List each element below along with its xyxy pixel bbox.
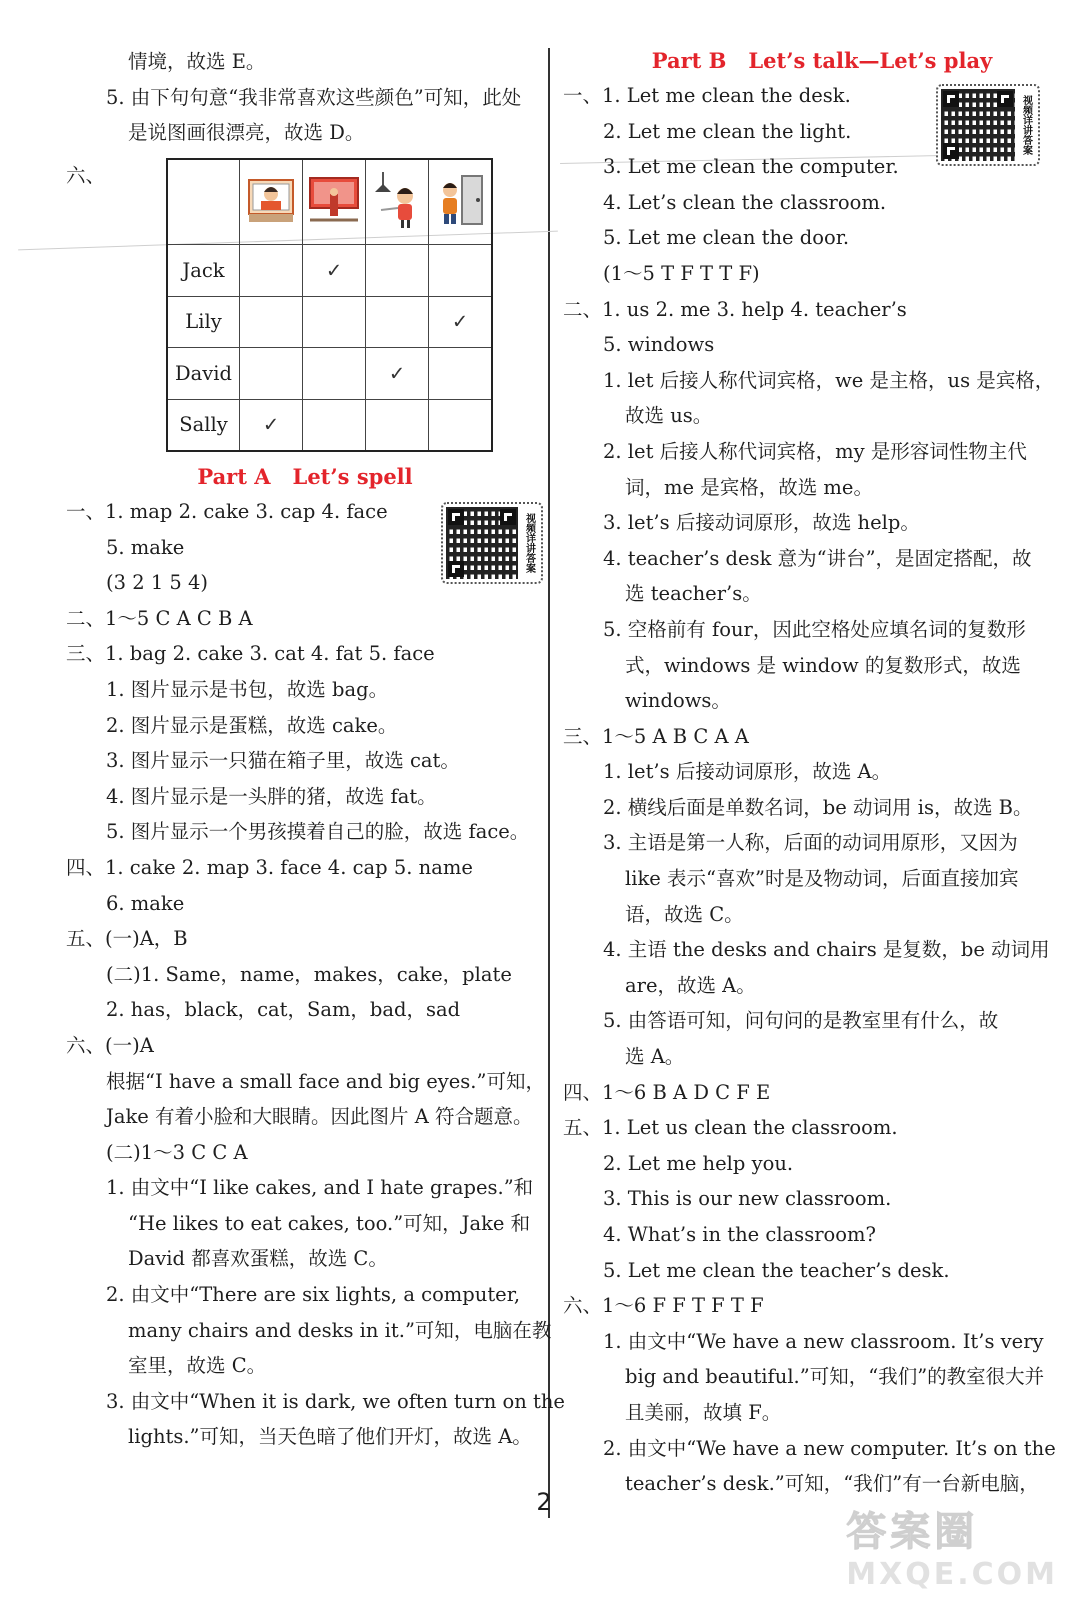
answer-line: 1. 由文中“I like cakes, and I hate grapes.”和: [106, 1176, 534, 1200]
answer-line: 5. windows: [603, 333, 715, 357]
part-b-subtitle: Let’s talk—Let’s play: [748, 48, 993, 73]
grid-picture-2: [303, 159, 366, 245]
answer-line: 2. Let me help you.: [603, 1151, 794, 1175]
answer-line: 四、1～6 B A D C F E: [563, 1080, 771, 1104]
girl-with-lamp-picture: [371, 170, 423, 230]
answer-line: 五、1. Let us clean the classroom.: [563, 1116, 898, 1140]
answer-line: David 都喜欢蛋糕，故选 C。: [128, 1247, 388, 1271]
part-a-subtitle: Let’s spell: [292, 464, 413, 489]
answer-line: (二)1. Same，name，makes，cake，plate: [106, 962, 512, 986]
answer-line: 故选 us。: [625, 404, 713, 428]
grid-row-name: Sally: [167, 399, 240, 451]
answer-line: 2. has，black，cat，Sam，bad，sad: [106, 998, 461, 1022]
grid-check-cell: ✓: [303, 245, 366, 297]
answer-line: 2. 由文中“There are six lights, a computer,: [106, 1283, 521, 1307]
answer-grid: [166, 158, 493, 452]
answer-line: 式，windows 是 window 的复数形式，故选: [625, 653, 1021, 677]
answer-line: 一、1. Let me clean the desk.: [563, 84, 851, 107]
answer-line: 4. 主语 the desks and chairs 是复数，be 动词用: [603, 938, 1050, 962]
answer-line: 3. 主语是第一人称，后面的动词用原形，又因为: [603, 831, 1018, 855]
answer-line: 六、(一)A: [66, 1033, 154, 1057]
answer-line: 3. This is our new classroom.: [603, 1187, 892, 1211]
answer-line: 五、(一)A，B: [66, 927, 188, 951]
answer-line: big and beautiful.”可知，“我们”的教室很大并: [625, 1365, 1045, 1389]
answer-line: “He likes to eat cakes, too.”可知，Jake 和: [128, 1211, 531, 1235]
grid-row-name: Lily: [167, 296, 240, 348]
answer-line: 选 teacher’s。: [625, 582, 762, 606]
grid-check-cell: ✓: [240, 399, 303, 451]
answer-line: 2. 由文中“We have a new computer. It’s on the: [603, 1436, 1056, 1460]
grid-check-cell: [303, 296, 366, 348]
grid-check-cell: [366, 399, 429, 451]
answer-line: 5. 由答语可知，问句问的是教室里有什么，故: [603, 1009, 999, 1033]
answer-line: 2. 横线后面是单数名词，be 动词用 is，故选 B。: [603, 795, 1033, 819]
answer-line: 语，故选 C。: [625, 902, 744, 926]
grid-picture-1: [240, 159, 303, 245]
grid-corner: [167, 159, 240, 245]
answer-line: many chairs and desks in it.”可知，电脑在教: [128, 1318, 552, 1342]
grid-check-cell: [240, 348, 303, 400]
answer-line: 5. 空格前有 four，因此空格处应填名词的复数形: [603, 617, 1026, 641]
section-label-six: 六、: [66, 164, 106, 187]
answer-line: 4. 图片显示是一头胖的猪，故选 fat。: [106, 784, 437, 808]
answer-line: are，故选 A。: [625, 973, 756, 997]
qr-code-icon: [941, 89, 1015, 161]
page-number: 2: [536, 1488, 552, 1516]
qr-tag-label: 视频详讲答案: [523, 513, 535, 573]
answer-line: 四、1. cake 2. map 3. face 4. cap 5. name: [66, 855, 473, 879]
answer-line: 5. Let me clean the teacher’s desk.: [603, 1258, 950, 1282]
part-a-section: [66, 460, 565, 1455]
part-b-title: [563, 44, 1051, 78]
watermark-logo: [846, 1500, 1058, 1592]
grid-check-cell: [366, 296, 429, 348]
part-a-label: Part A: [197, 464, 271, 489]
grid-check-cell: [303, 348, 366, 400]
qr-code-icon: [446, 507, 518, 579]
answer-line: 词，me 是宾格，故选 me。: [625, 475, 873, 499]
qr-code-video-right[interactable]: [936, 84, 1040, 166]
answer-line: (1～5 T F T T F): [603, 261, 760, 285]
qr-tag-label: 视频详讲答案: [1020, 95, 1032, 155]
answer-line: 2. 图片显示是蛋糕，故选 cake。: [106, 713, 398, 737]
answer-line: 1. let’s 后接动词原形，故选 A。: [603, 760, 892, 784]
answer-line: 二、1. us 2. me 3. help 4. teacher’s: [563, 297, 907, 321]
answer-line: 4. Let’s clean the classroom.: [603, 190, 887, 214]
answer-line: 二、1～5 C A C B A: [66, 606, 253, 630]
answer-line: 3. 图片显示一只猫在箱子里，故选 cat。: [106, 749, 460, 773]
boy-at-window-picture: [245, 170, 297, 230]
text-line: 情境，故选 E。: [128, 50, 266, 73]
text-line: 是说图画很漂亮，故选 D。: [128, 121, 365, 145]
answer-line: 3. let’s 后接动词原形，故选 help。: [603, 511, 920, 535]
answer-line: 2. let 后接人称代词宾格，my 是形容词性物主代: [603, 439, 1027, 463]
left-column: [66, 44, 544, 151]
boy-at-door-picture: [434, 170, 486, 230]
grid-check-cell: [429, 348, 493, 400]
watermark-line-2: MXQE.COM: [846, 1557, 1058, 1592]
answer-line: 根据“I have a small face and big eyes.”可知，: [106, 1069, 545, 1093]
answer-line: 5. 图片显示一个男孩摸着自己的脸，故选 face。: [106, 820, 530, 844]
answer-line: teacher’s desk.”可知，“我们”有一台新电脑，: [625, 1472, 1039, 1496]
grid-check-cell: [429, 245, 493, 297]
grid-row: [167, 348, 492, 400]
answer-line: 3. 由文中“When it is dark, we often turn on the: [106, 1389, 565, 1413]
answer-line: 2. Let me clean the light.: [603, 119, 852, 143]
answer-line: 5. Let me clean the door.: [603, 226, 850, 250]
grid-row: [167, 399, 492, 451]
watermark-line-1: 答案圈: [846, 1509, 979, 1555]
grid-check-cell: [303, 399, 366, 451]
answer-line: 室里，故选 C。: [128, 1354, 267, 1378]
grid-row-name: David: [167, 348, 240, 400]
answer-line: (二)1～3 C C A: [106, 1140, 248, 1164]
qr-code-video-left[interactable]: [441, 502, 543, 584]
answer-line: 4. teacher’s desk 意为“讲台”，是固定搭配，故: [603, 546, 1032, 570]
column-divider: [548, 48, 550, 1518]
answer-line: 一、1. map 2. cake 3. cap 4. face: [66, 500, 388, 523]
answer-line: lights.”可知，当天色暗了他们开灯，故选 A。: [128, 1425, 532, 1449]
grid-check-cell: [240, 245, 303, 297]
grid-check-cell: ✓: [429, 296, 493, 348]
grid-check-cell: [429, 399, 493, 451]
answer-line: 三、1～5 A B C A A: [563, 724, 749, 748]
grid-check-cell: ✓: [366, 348, 429, 400]
part-b-answers: [563, 78, 1056, 1502]
answer-line: 4. What’s in the classroom?: [603, 1223, 876, 1246]
answer-line: 1. 图片显示是书包，故选 bag。: [106, 677, 389, 701]
part-b-label: Part B: [651, 48, 727, 73]
answer-line: 且美丽，故填 F。: [625, 1400, 782, 1424]
answer-line: (3 2 1 5 4): [106, 571, 209, 595]
grid-picture-4: [429, 159, 493, 245]
grid-check-cell: [366, 245, 429, 297]
blackboard-picture: [308, 170, 360, 230]
grid-row-name: Jack: [167, 245, 240, 297]
grid-check-cell: [240, 296, 303, 348]
grid-row: [167, 296, 492, 348]
answer-line: 六、1～6 F F T F T F: [563, 1294, 764, 1318]
grid-picture-3: [366, 159, 429, 245]
grid-row: [167, 245, 492, 297]
part-a-answers: [66, 494, 565, 1455]
answer-line: windows。: [625, 689, 731, 713]
answer-line: like 表示“喜欢”时是及物动词，后面直接加宾: [625, 867, 1019, 891]
answer-line: 3. Let me clean the computer.: [603, 155, 899, 179]
answer-line: 三、1. bag 2. cake 3. cat 4. fat 5. face: [66, 642, 435, 666]
right-column: [563, 44, 1056, 1502]
answer-line: 1. let 后接人称代词宾格，we 是主格，us 是宾格，: [603, 368, 1055, 392]
answer-line: 选 A。: [625, 1045, 685, 1069]
part-a-title: [66, 460, 544, 494]
answer-line: 6. make: [106, 891, 185, 915]
answer-line: 1. 由文中“We have a new classroom. It’s very: [603, 1329, 1044, 1353]
text-line: 5. 由下句句意“我非常喜欢这些颜色”可知，此处: [106, 85, 522, 109]
answer-line: 5. make: [106, 535, 185, 559]
answer-line: Jake 有着小脸和大眼睛。因此图片 A 符合题意。: [106, 1105, 533, 1129]
